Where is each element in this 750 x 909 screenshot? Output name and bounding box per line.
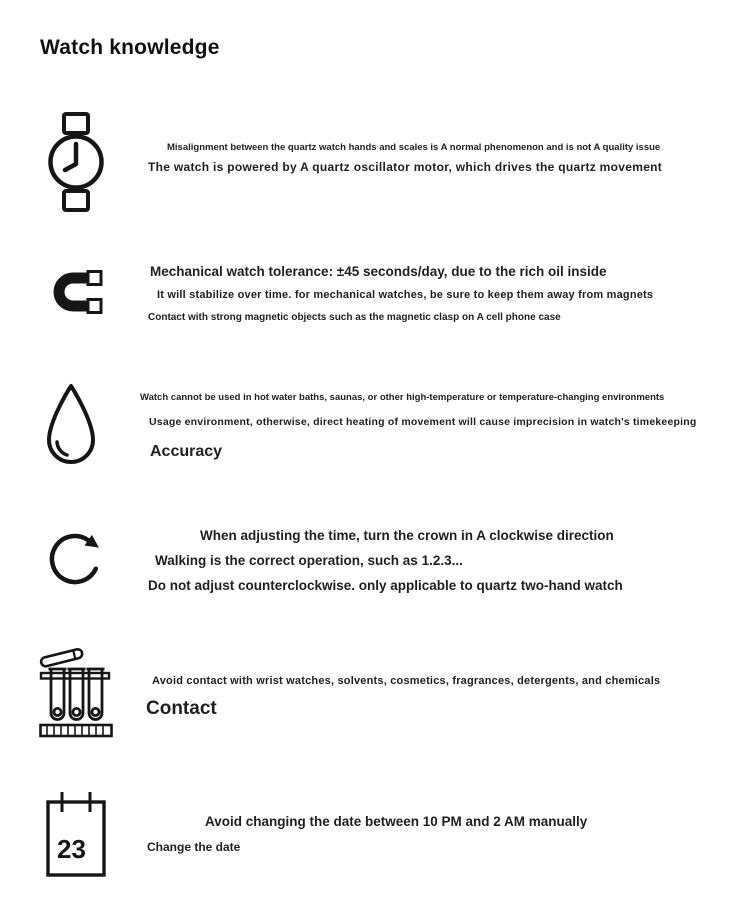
section-text [140, 392, 745, 462]
section-line: It will stabilize over time. for mechanical watches, be sure to keep them away from magnets [157, 288, 654, 301]
calendar-icon [45, 790, 107, 878]
section-text [140, 264, 745, 324]
section-line: Watch cannot be used in hot water baths, saunas, or other high-temperature or temperature-changing environments [140, 392, 665, 403]
section-heading: Contact [146, 697, 217, 719]
section-line: Usage environment, otherwise, direct heating of movement will cause imprecision in watch's timekeeping [149, 415, 697, 428]
section-heading: Accuracy [150, 443, 223, 460]
icon-box [31, 382, 111, 474]
icon-box [36, 790, 116, 878]
section-line: Avoid contact with wrist watches, solvents, cosmetics, fragrances, detergents, and chemicals [152, 675, 661, 687]
calendar-day-number: 23 [57, 834, 86, 864]
page-title: Watch knowledge [40, 36, 220, 59]
section-line: Change the date [147, 839, 241, 854]
icon-box [36, 643, 116, 740]
magnet-icon [47, 266, 105, 318]
icon-box [36, 112, 116, 212]
section-text [140, 675, 745, 721]
chemicals-icon [39, 643, 113, 740]
section-line: Avoid changing the date between 10 PM and 2 AM manually [205, 814, 588, 829]
water-drop-icon [42, 382, 100, 474]
section-line: The watch is powered by A quartz oscillator motor, which drives the quartz movement [148, 159, 663, 174]
section-line: Do not adjust counterclockwise. only applicable to quartz two-hand watch [148, 577, 623, 593]
section-line: Mechanical watch tolerance: ±45 seconds/day, due to the rich oil inside [150, 264, 607, 279]
section-line: Contact with strong magnetic objects such as the magnetic clasp on A cell phone case [148, 311, 561, 323]
section-line: Walking is the correct operation, such as 1.2.3... [155, 552, 463, 568]
icon-box [36, 523, 116, 589]
icon-box [36, 266, 116, 318]
wristwatch-icon [45, 112, 107, 212]
section-line: Misalignment between the quartz watch hands and scales is A normal phenomenon and is not A quality issue [167, 142, 661, 153]
section-text [140, 142, 745, 175]
section-line: When adjusting the time, turn the crown in A clockwise direction [200, 528, 614, 543]
section-text [140, 814, 745, 855]
clockwise-arrow-icon [45, 523, 107, 589]
section-text [140, 528, 745, 595]
